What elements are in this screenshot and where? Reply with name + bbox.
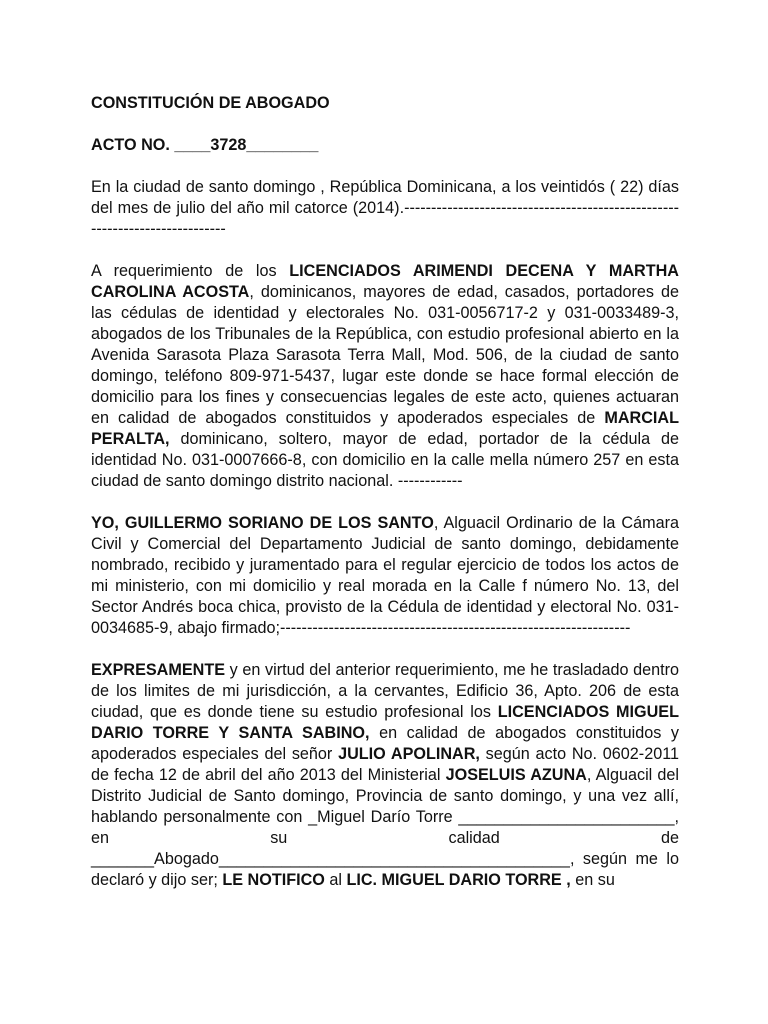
paragraph-text: , Alguacil Ordinario de la Cámara Civil y Comercial del Departamento Judicial de santo domingo, debidamente nombrado, recibido y juramentado para el regular ejercicio de todos los actos de mi ministerio, con mi domicilio y real morada en la Calle f número No. 13, del Sector Andrés boca chica, provisto de la Cédula de identidad y electoral No. 031-0034685-9, abajo firmado;----------------------------------------------------------------- [91,514,679,637]
bailiff-name: YO, GUILLERMO SORIANO DE LOS SANTO [91,514,434,532]
notified-name: LIC. MIGUEL DARIO TORRE , [346,871,571,889]
paragraph-text: dominicano, soltero, mayor de edad, portador de la cédula de identidad No. 031-0007666-8, con domicilio en la calle mella número 257 en esta ciudad de santo domingo distrito nacional. ------------ [91,430,679,490]
client-name: MARCIAL PERALTA, [91,409,679,448]
paragraph-text: en calidad de abogados constituidos y apoderados especiales del señor [91,724,679,763]
paragraph-text: y en virtud del anterior requerimiento, me he trasladado dentro de los limites de mi jurisdicción, a la cervantes, Edificio 36, Apto. 206 de esta ciudad, que es donde tiene su estudio profesional los [91,661,679,721]
paragraph-text: en su [570,871,615,889]
paragraph-text: , Alguacil del Distrito Judicial de Santo domingo, Provincia de santo domingo, y una vez allí, hablando personalmente con _Miguel Darío Torre ________________________, en su calidad de _______Abogado_______________________________________, según me lo declaró y dijo ser; [91,766,680,889]
paragraph-text: al [324,871,347,889]
julio-apolinar-name: JULIO APOLINAR, [338,745,480,763]
expresamente-label: EXPRESAMENTE [91,661,226,679]
le-notifico-label: LE NOTIFICO [222,871,325,889]
licenciados-names: LICENCIADOS MIGUEL DARIO TORRE Y SANTA SABINO, [91,703,679,742]
paragraph-date: En la ciudad de santo domingo , República Dominicana, a los veintidós ( 22) días del mes de julio del año mil catorce (2014).---------------------------------------------------------------------------- [91,178,679,238]
attorneys-names: LICENCIADOS ARIMENDI DECENA Y MARTHA CAROLINA ACOSTA [91,262,679,301]
document-title: CONSTITUCIÓN DE ABOGADO [91,94,330,112]
act-number: ACTO NO. ____3728________ [91,136,319,154]
paragraph-notification [91,660,679,891]
paragraph-requirement [91,261,679,492]
paragraph-text: A requerimiento de los [91,262,290,280]
ministerial-name: JOSELUIS AZUNA [445,766,587,784]
paragraph-bailiff [91,513,679,639]
paragraph-text: según acto No. 0602-2011 de fecha 12 de abril del año 2013 del Ministerial [91,745,679,784]
paragraph-text: , dominicanos, mayores de edad, casados, portadores de las cédulas de identidad y electorales No. 031-0056717-2 y 031-0033489-3, abogados de los Tribunales de la República, con estudio profesional abierto en la Avenida Sarasota Plaza Sarasota Terra Mall, Mod. 506, de la ciudad de santo domingo, teléfono 809-971-5437, lugar este donde se hace formal elección de domicilio para los fines y consecuencias legales de este acto, quienes actuaran en calidad de abogados constituidos y apoderados especiales de [91,283,679,427]
